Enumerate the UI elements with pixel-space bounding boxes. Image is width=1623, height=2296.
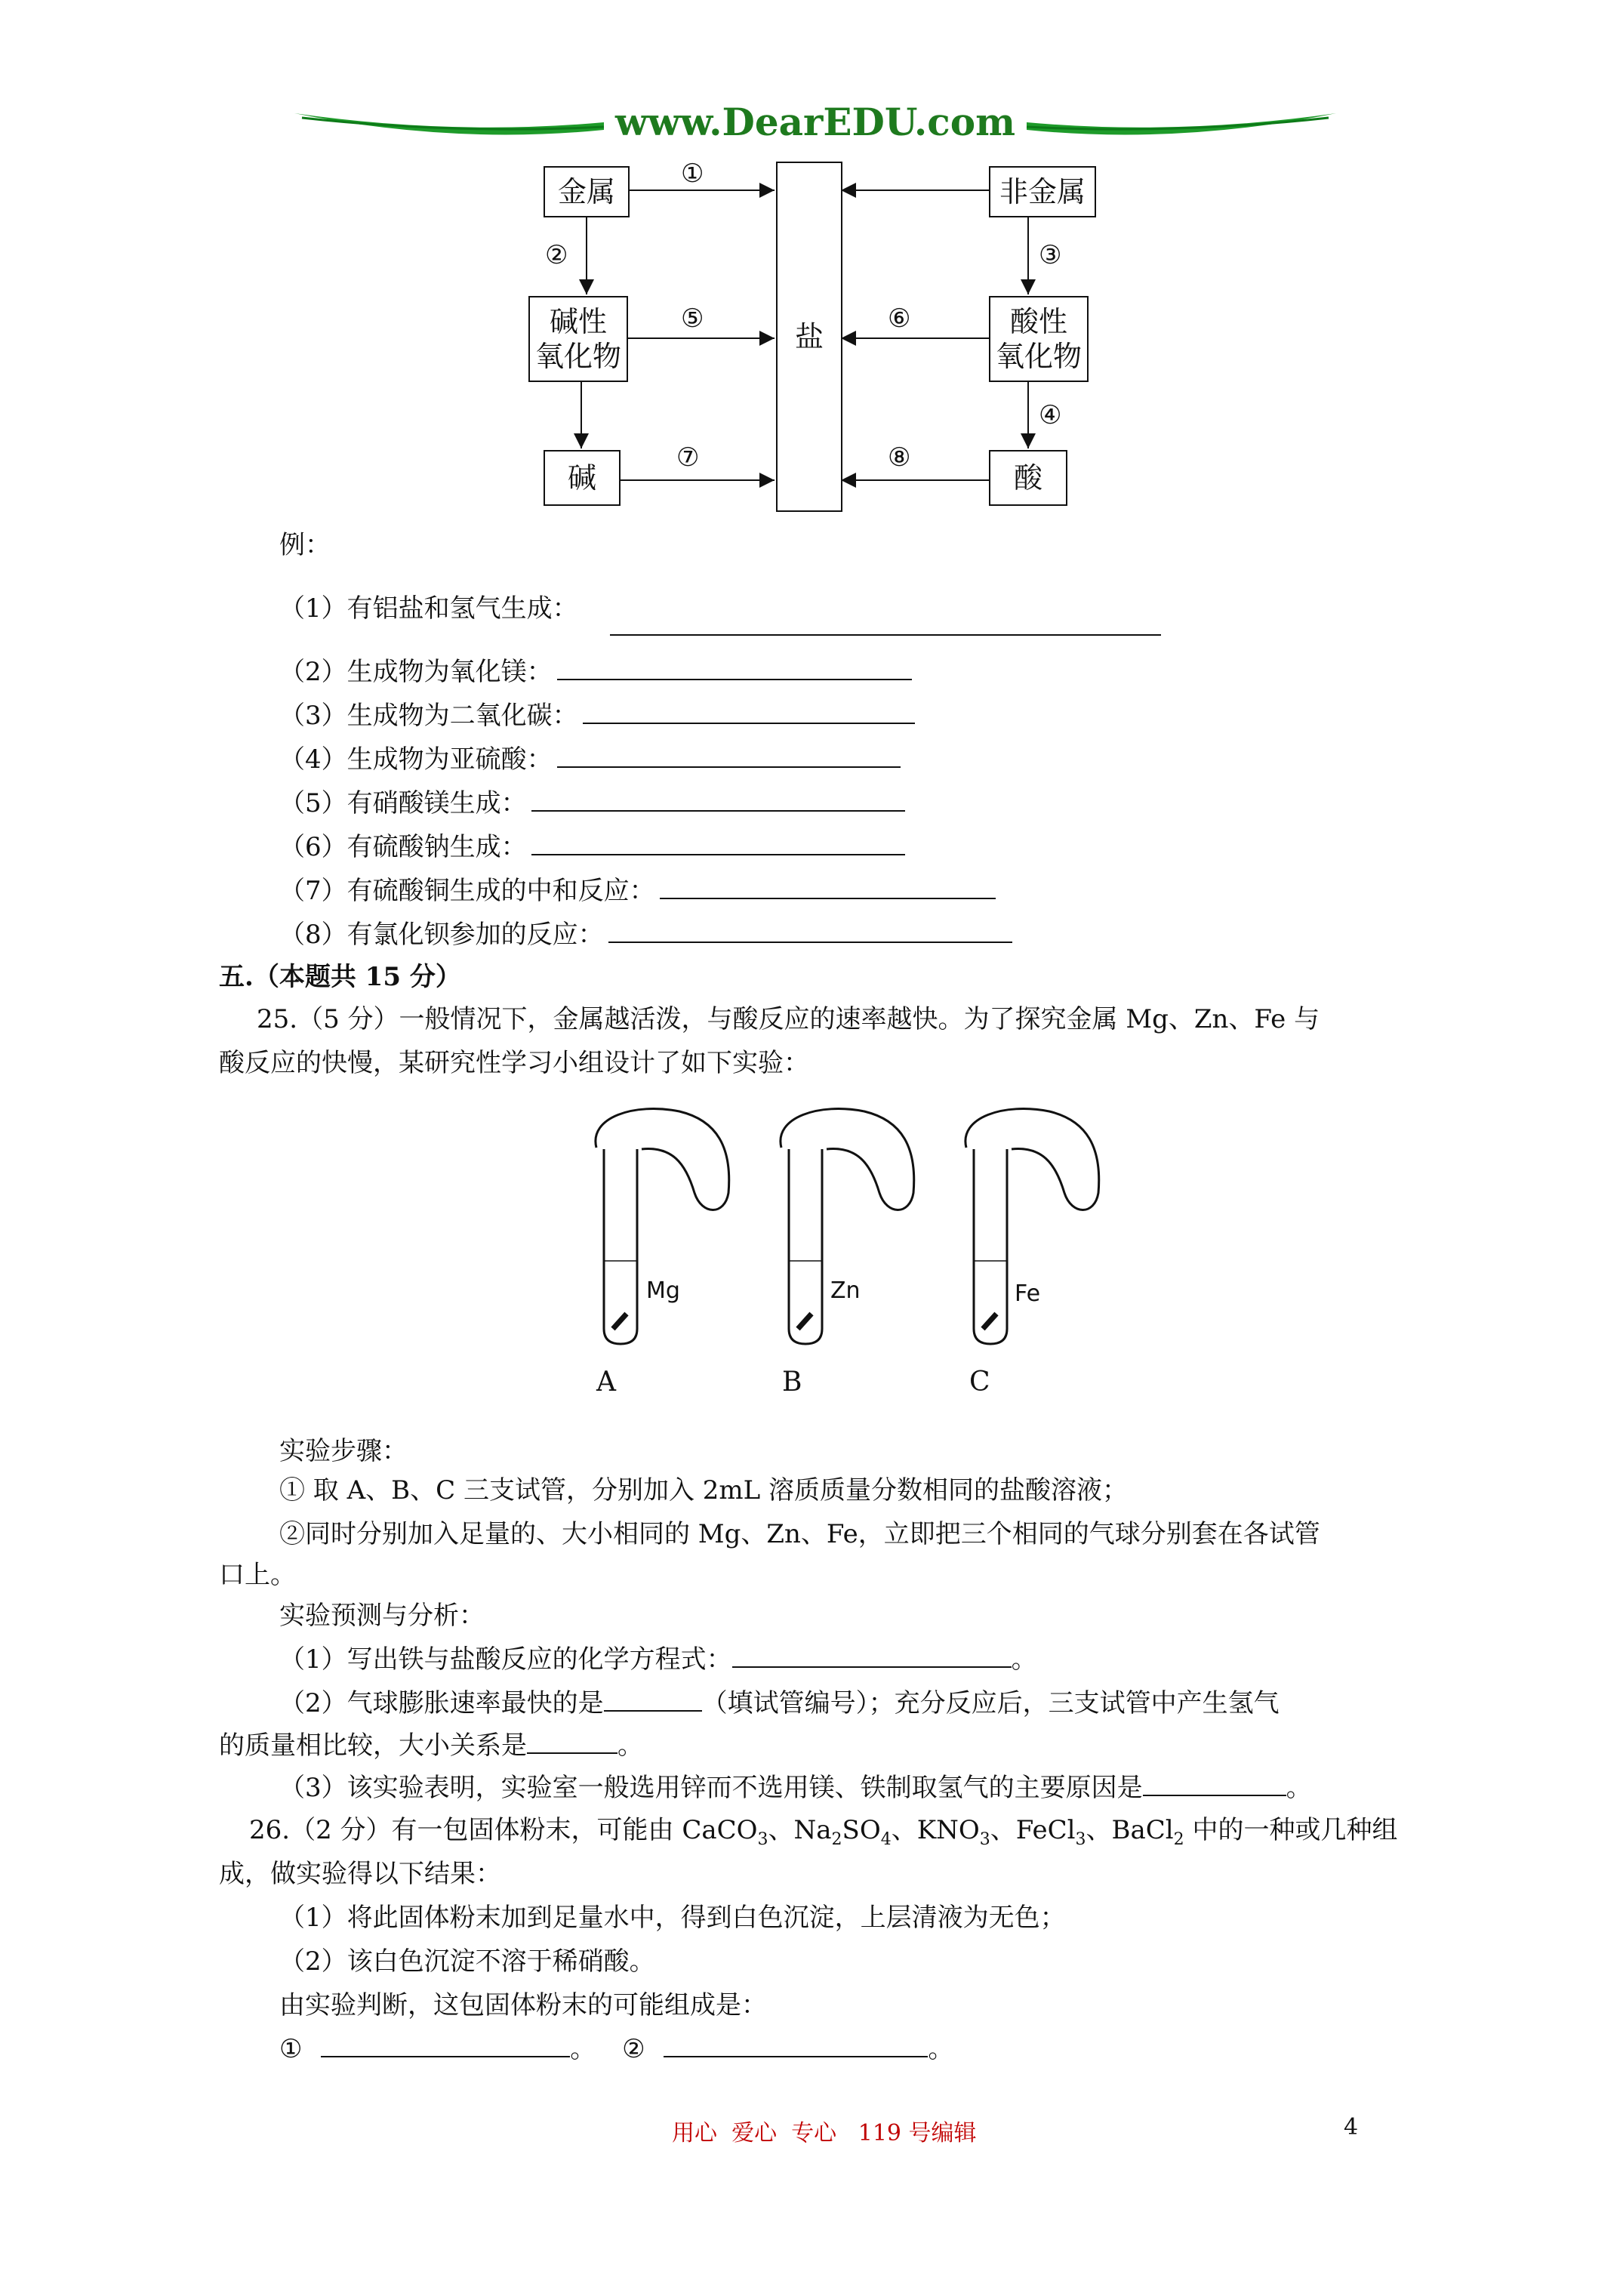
steps-heading: 实验步骤：: [279, 1436, 408, 1466]
tube-b-metal: Zn: [830, 1277, 861, 1304]
analysis-1: （1）写出铁与盐酸反应的化学方程式： 。: [279, 1644, 1037, 1675]
answer-blank-6[interactable]: [531, 831, 905, 855]
answer-blank-7[interactable]: [660, 875, 996, 899]
tube-c-caption: C: [969, 1367, 990, 1398]
example-item-3: （3）生成物为二氧化碳：: [279, 699, 915, 732]
q26-line1: 26.（2 分）有一包固体粉末，可能由 CaCO$_3$、$Na_2SO_4$、$KNO_3$、FeCl$_3$、BaCl$_2$ 中的一种或几种组: [249, 1815, 1398, 1849]
example-item-2: （2）生成物为氧化镁：: [279, 655, 912, 689]
node-nonmetal: 非金属: [989, 166, 1096, 217]
node-salt: 盐: [776, 162, 842, 512]
example-item-8: （8）有氯化钡参加的反应：: [279, 918, 1012, 951]
step-1: ① 取 A、B、C 三支试管，分别加入 2mL 溶质质量分数相同的盐酸溶液；: [279, 1475, 1129, 1505]
arrow-label-1: ①: [681, 159, 704, 189]
example-item-7: （7）有硫酸铜生成的中和反应：: [279, 874, 996, 908]
header-site: www.DearEDU.com: [614, 100, 1015, 144]
answer-blank-8[interactable]: [608, 919, 1012, 943]
step-2b: 口上。: [219, 1560, 296, 1590]
tube-a-caption: A: [596, 1367, 616, 1398]
mass-relation-blank[interactable]: [527, 1730, 617, 1754]
arrow-label-8: ⑧: [888, 442, 911, 473]
tube-c: [965, 1109, 1099, 1344]
conversion-diagram: [521, 159, 1095, 521]
q25-line2: 酸反应的快慢，某研究性学习小组设计了如下实验：: [219, 1048, 809, 1078]
q26-result-2: （2）该白色沉淀不溶于稀硝酸。: [279, 1946, 655, 1977]
fastest-tube-blank[interactable]: [604, 1687, 702, 1712]
node-metal: 金属: [544, 166, 630, 217]
arrow-label-7: ⑦: [676, 442, 700, 473]
composition-blank-1[interactable]: [321, 2033, 570, 2057]
answer-blank-3[interactable]: [583, 700, 915, 724]
analysis-heading: 实验预测与分析：: [279, 1601, 485, 1631]
tube-b: [781, 1109, 914, 1344]
arrow-label-3: ③: [1039, 240, 1062, 270]
example-heading: 例：: [279, 530, 331, 560]
tube-a: [596, 1109, 729, 1344]
answer-blank-2[interactable]: [557, 656, 912, 680]
analysis-2a: （2）气球膨胀速率最快的是 （填试管编号）；充分反应后，三支试管中产生氢气: [279, 1688, 1280, 1718]
arrow-label-5: ⑤: [681, 304, 704, 334]
q26-judge: 由实验判断，这包固体粉末的可能组成是：: [279, 1990, 767, 2020]
tube-c-metal: Fe: [1015, 1281, 1041, 1307]
header-logo: [287, 91, 1344, 159]
section-title: 五.（本题共 15 分）: [219, 962, 461, 992]
arrow-label-6: ⑥: [888, 304, 911, 334]
footer-text: 用心 爱心 专心 119 号编辑: [672, 2120, 977, 2147]
answer-blank-1[interactable]: [610, 612, 1161, 636]
example-item-6: （6）有硫酸钠生成：: [279, 831, 905, 864]
answer-blank-5[interactable]: [531, 787, 905, 812]
answer-blank-4[interactable]: [557, 744, 901, 768]
tube-drawings: [574, 1102, 1147, 1419]
composition-blank-2[interactable]: [664, 2033, 928, 2057]
analysis-2b: 的质量相比较，大小关系是 。: [219, 1730, 643, 1761]
node-basic-oxide: 碱性 氧化物: [528, 296, 628, 382]
q26-answers: ① 。 ② 。: [279, 2034, 954, 2064]
example-item-1: （1）有铝盐和氢气生成：: [279, 593, 578, 624]
example-item-4: （4）生成物为亚硫酸：: [279, 743, 901, 776]
q25-line1: 25.（5 分）一般情况下，金属越活泼，与酸反应的速率越快。为了探究金属 Mg、Zn、Fe 与: [257, 1004, 1320, 1034]
example-item-5: （5）有硝酸镁生成：: [279, 787, 905, 820]
analysis-3: （3）该实验表明，实验室一般选用锌而不选用镁、铁制取氢气的主要原因是 。: [279, 1773, 1312, 1803]
page-number: 4: [1344, 2114, 1359, 2140]
step-2a: ②同时分别加入足量的、大小相同的 Mg、Zn、Fe，立即把三个相同的气球分别套在各试管: [279, 1519, 1320, 1549]
node-base: 碱: [544, 450, 621, 506]
equation-blank[interactable]: [732, 1644, 1012, 1668]
q26-result-1: （1）将此固体粉末加到足量水中，得到白色沉淀，上层清液为无色；: [279, 1903, 1066, 1933]
arrow-label-2: ②: [545, 240, 568, 270]
node-acidic-oxide: 酸性 氧化物: [989, 296, 1089, 382]
reason-blank[interactable]: [1143, 1772, 1286, 1796]
tube-b-caption: B: [782, 1367, 802, 1398]
tube-a-metal: Mg: [646, 1277, 680, 1304]
node-acid: 酸: [989, 450, 1067, 506]
q26-line2: 成，做实验得以下结果：: [219, 1859, 501, 1889]
arrow-label-4: ④: [1039, 400, 1062, 430]
tube-figure: [574, 1102, 1147, 1419]
